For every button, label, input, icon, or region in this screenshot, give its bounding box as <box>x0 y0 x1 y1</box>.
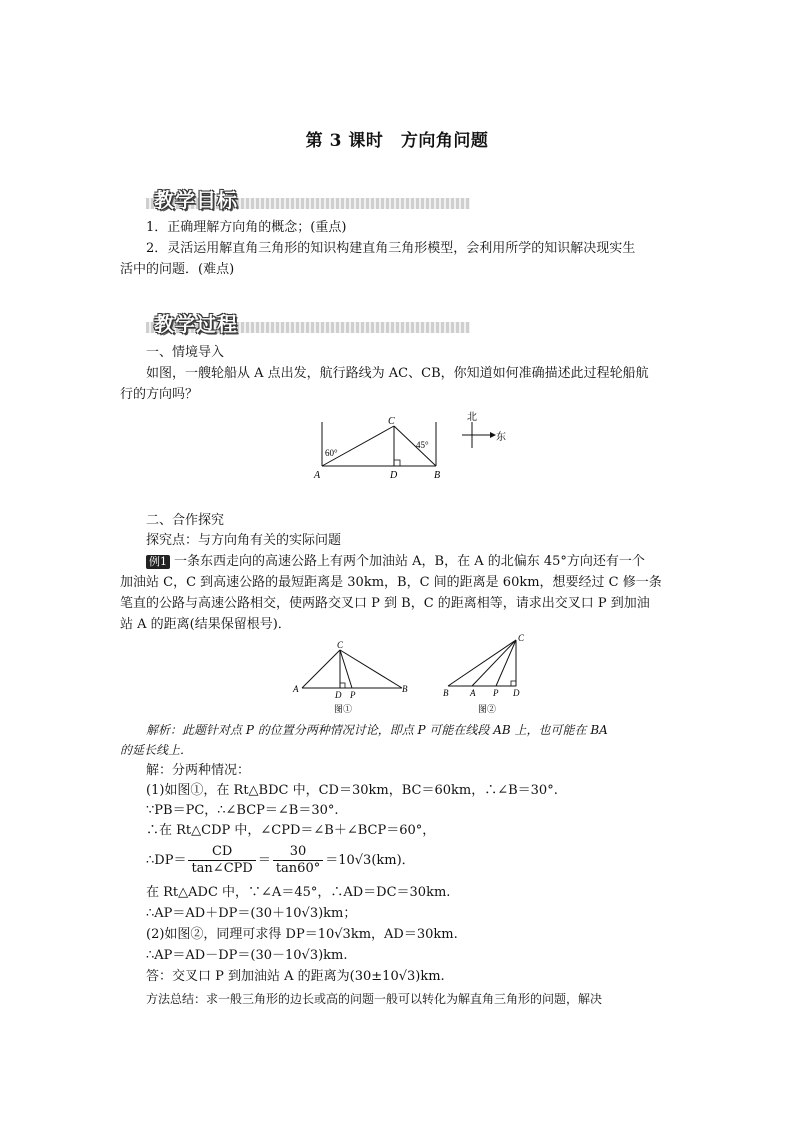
dp-formula <box>146 844 706 878</box>
solution-line-5: 在 Rt△ADC 中，∵∠A＝45°，∴AD＝DC＝30km. <box>146 885 451 900</box>
dp-rhs: ＝10√3(km)． <box>325 853 415 868</box>
fig3-d-label: D <box>513 688 520 698</box>
section-title-goals: 教学目标 <box>154 188 238 212</box>
point-a-label: A <box>314 470 321 481</box>
solution-line-6: ∴AP＝AD＋DP＝(30＋10√3)km； <box>146 906 357 921</box>
fig3-p-label: P <box>493 688 499 698</box>
fig2-c-label: C <box>337 640 344 650</box>
solution-line-0: 解：分两种情况： <box>146 763 251 778</box>
fraction-cd-den: tan∠CPD <box>191 861 253 876</box>
explore-point: 探究点：与方向角有关的实际问题 <box>146 533 342 548</box>
solution-line-8: ∴AP＝AD－DP＝(30－10√3)km. <box>146 948 348 963</box>
fraction-30-den: tan60° <box>275 861 321 876</box>
fig2-a-label: A <box>293 684 299 694</box>
fraction-cd-num: CD <box>188 844 255 861</box>
north-label: 北 <box>467 412 477 423</box>
fig2-d-label: D <box>335 690 342 700</box>
goal-2-cont: 活中的问题．(难点) <box>120 262 235 277</box>
fig3-b-label: B <box>443 688 449 698</box>
fig3-a-label: A <box>470 688 476 698</box>
figure-2-caption: 图② <box>478 704 497 714</box>
goal-1: 1．正确理解方向角的概念；(重点) <box>146 220 347 235</box>
point-d-label: D <box>390 470 398 481</box>
point-c-label: C <box>388 416 395 427</box>
example-1-line-2: 加油站 C，C 到高速公路的最短距离是 30km，B，C 间的距离是 60km，想要经过 C 修一条 <box>120 575 662 590</box>
fig3-c-label: C <box>518 633 525 643</box>
fraction-30 <box>273 844 323 877</box>
method-summary: 方法总结：求一般三角形的边长或高的问题一般可以转化为解直角三角形的问题，解决 <box>146 992 603 1006</box>
example-1-line-4: 站 A 的距离(结果保留根号)． <box>120 617 291 632</box>
explore-heading: 二、合作探究 <box>146 513 225 528</box>
fraction-cd <box>188 844 255 877</box>
fraction-30-num: 30 <box>273 844 323 861</box>
compass-icon <box>460 410 510 452</box>
goal-2: 2．灵活运用解直角三角形的知识构建直角三角形模型，会利用所学的知识解决现实生 <box>146 241 636 256</box>
solution-line-7: (2)如图②，同理可求得 DP＝10√3km，AD＝30km. <box>146 927 458 942</box>
solution-line-1: (1)如图①，在 Rt△BDC 中，CD＝30km，BC＝60km，∴∠B＝30°. <box>146 783 558 798</box>
intro-line-2: 行的方向吗？ <box>120 387 199 402</box>
point-b-label: B <box>434 470 441 481</box>
analysis-line-1: 解析：此题针对点 P 的位置分两种情况讨论，即点 P 可能在线段 AB 上，也可能在 BA <box>146 723 608 737</box>
fig2-p-label: P <box>350 690 356 700</box>
east-label: 东 <box>496 432 506 443</box>
solution-line-3: ∴在 Rt△CDP 中，∠CPD＝∠B＋∠BCP＝60°， <box>146 823 436 838</box>
analysis-line-2: 的延长线上． <box>120 743 193 757</box>
fig2-b-label: B <box>402 684 408 694</box>
dp-equals: ＝ <box>257 853 271 868</box>
solution-answer: 答：交叉口 P 到加油站 A 的距离为(30±10√3)km. <box>146 969 445 984</box>
angle-60-label: 60° <box>325 448 338 458</box>
solution-line-2: ∵PB＝PC，∴∠BCP＝∠B＝30°. <box>146 803 339 818</box>
figure-2-diagram <box>438 630 538 718</box>
intro-heading: 一、情境导入 <box>146 345 225 360</box>
intro-line-1: 如图，一艘轮船从 A 点出发，航行路线为 AC、CB，你知道如何准确描述此过程轮船航 <box>146 366 649 381</box>
dp-lhs: ∴DP＝ <box>146 853 187 868</box>
figure-1-caption: 图① <box>334 704 353 714</box>
example-text: 一条东西走向的高速公路上有两个加油站 A，B，在 A 的北偏东 45°方向还有一个 <box>174 554 645 569</box>
example-badge: 例1 <box>146 555 170 569</box>
example-1-line-1 <box>146 553 706 571</box>
section-banner-goals <box>146 184 470 216</box>
angle-45-label: 45° <box>416 440 429 450</box>
section-banner-process <box>146 308 470 340</box>
section-title-process: 教学过程 <box>154 312 238 336</box>
page-title: 第 3 课时 方向角问题 <box>305 131 489 151</box>
figure-1-diagram <box>290 636 420 718</box>
example-1-line-3: 笔直的公路与高速公路相交，使两路交叉口 P 到 B，C 的距离相等，请求出交叉口 P 到加油 <box>120 596 650 611</box>
